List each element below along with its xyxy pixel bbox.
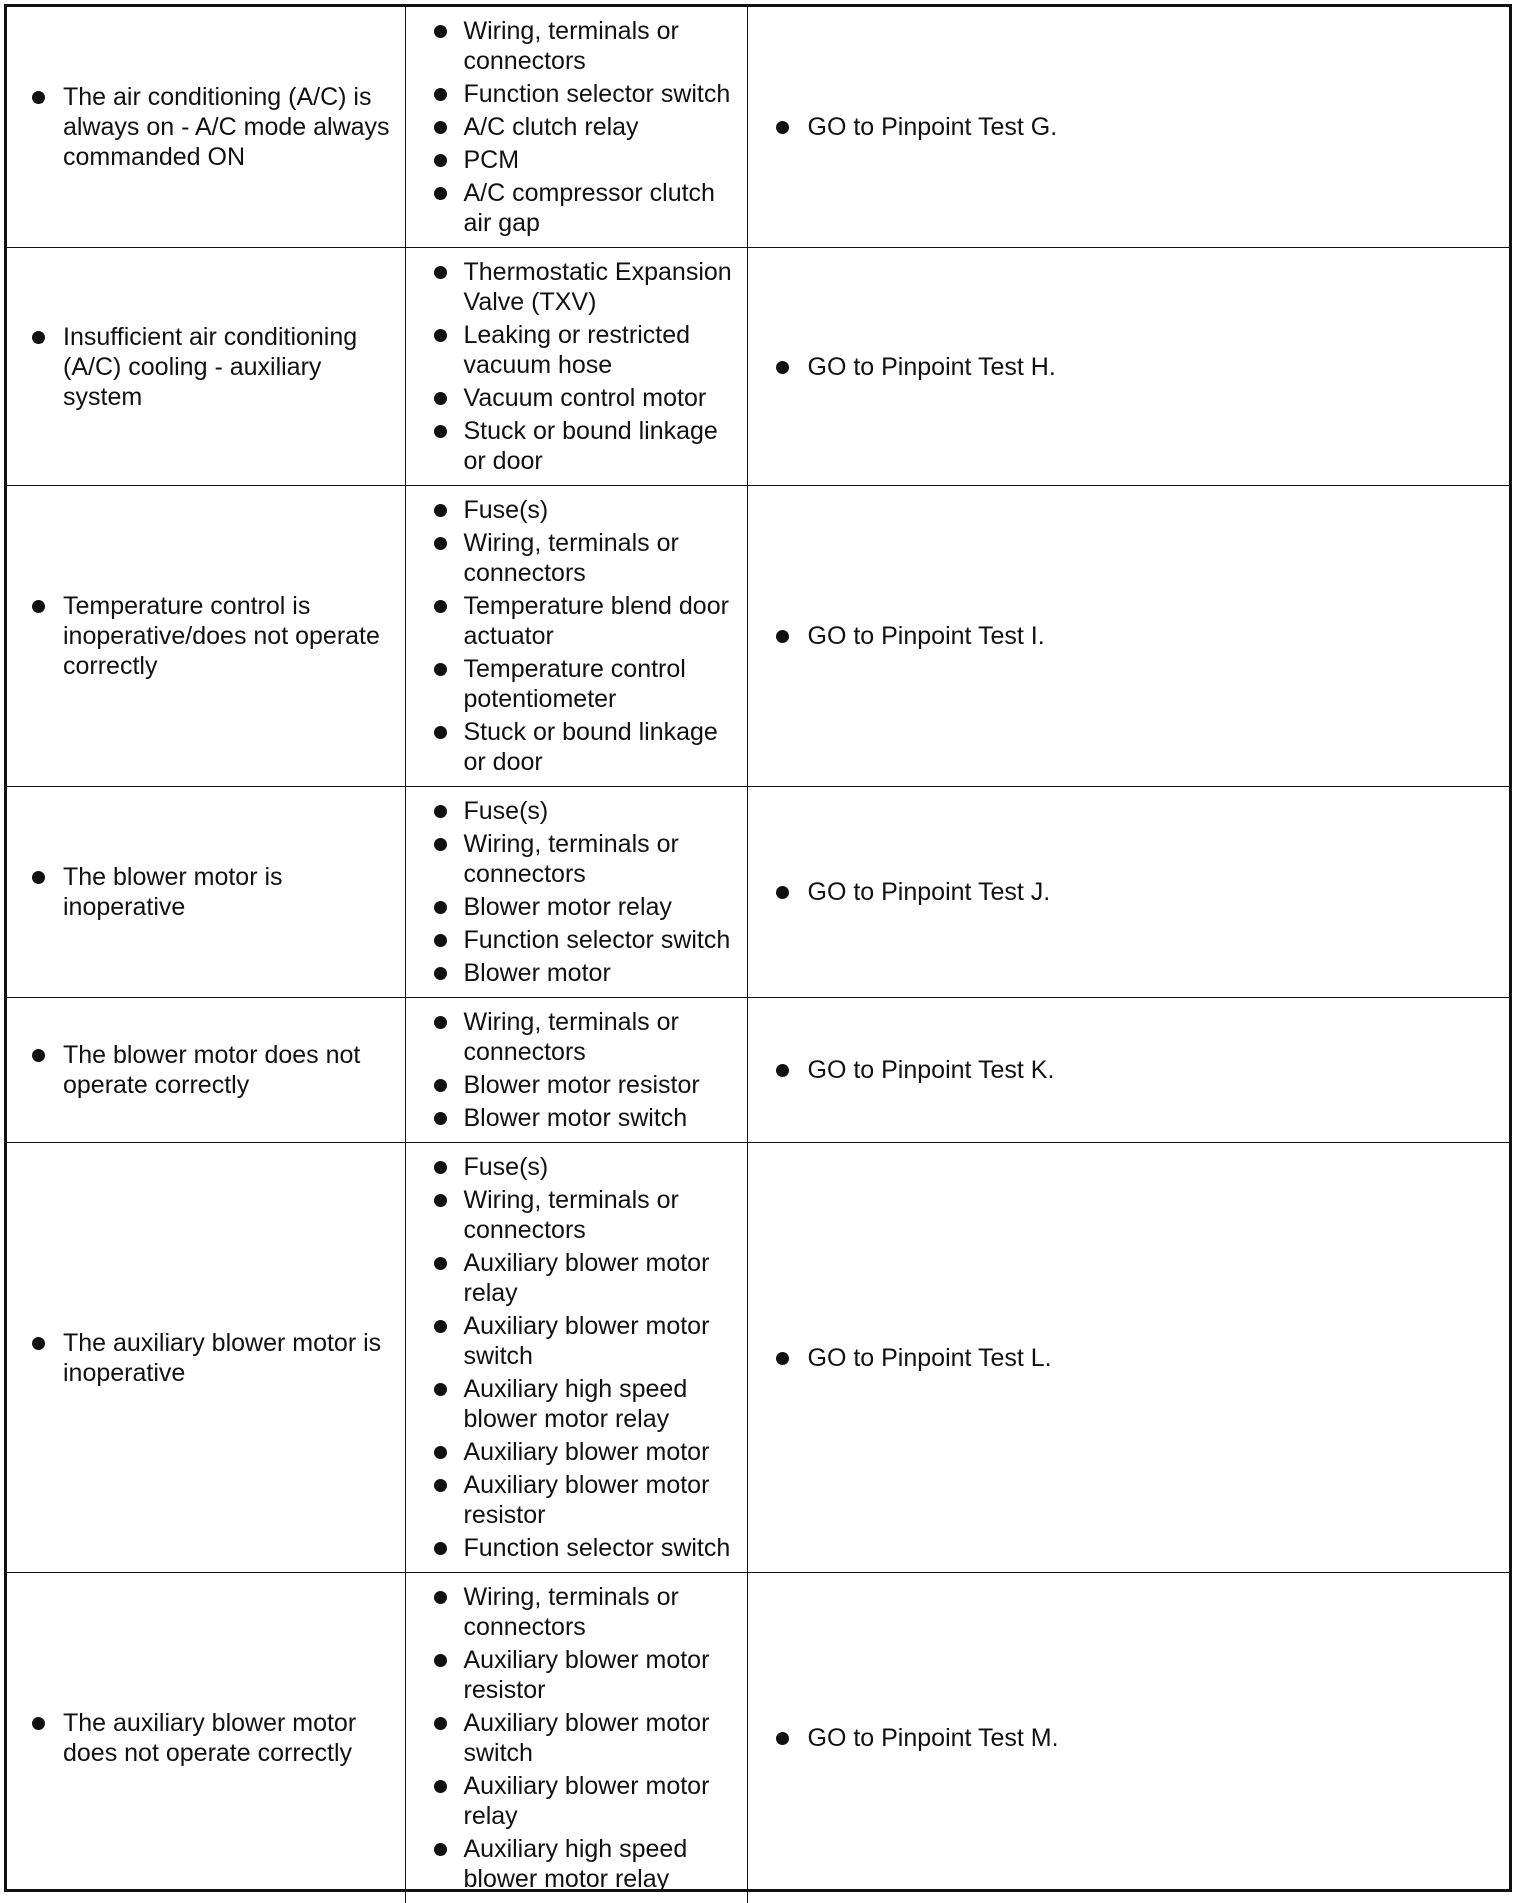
condition-text: Temperature control is inoperative/does not operate correctly [63, 591, 399, 681]
source-item: Wiring, terminals or connectors [464, 1007, 741, 1067]
action-text: GO to Pinpoint Test H. [808, 352, 1504, 382]
condition-cell [7, 1143, 405, 1573]
source-item: Blower motor resistor [464, 1070, 741, 1100]
action-cell [747, 998, 1509, 1143]
table-row [7, 1573, 1509, 1903]
action-text: GO to Pinpoint Test I. [808, 621, 1504, 651]
source-item: Blower motor relay [464, 892, 741, 922]
source-item: Function selector switch [464, 925, 741, 955]
action-text: GO to Pinpoint Test L. [808, 1343, 1504, 1373]
source-item: Fuse(s) [464, 1152, 741, 1182]
source-item: Wiring, terminals or connectors [464, 1185, 741, 1245]
source-item: Vacuum control motor [464, 383, 741, 413]
source-item: PCM [464, 145, 741, 175]
condition-text: Insufficient air conditioning (A/C) cooling - auxiliary system [63, 322, 399, 412]
condition-cell [7, 7, 405, 248]
source-item: Blower motor switch [464, 1103, 741, 1133]
condition-cell [7, 998, 405, 1143]
possible-source-cell [405, 998, 747, 1143]
symptom-chart-table [7, 7, 1509, 1903]
table-row [7, 248, 1509, 486]
condition-text: The air conditioning (A/C) is always on - A/C mode always commanded ON [63, 82, 399, 172]
condition-text: The auxiliary blower motor does not operate correctly [63, 1708, 399, 1768]
possible-source-cell [405, 1143, 747, 1573]
table-row [7, 787, 1509, 998]
source-item: Function selector switch [464, 79, 741, 109]
condition-cell [7, 248, 405, 486]
action-text: GO to Pinpoint Test M. [808, 1723, 1504, 1753]
source-item: Auxiliary blower motor resistor [464, 1470, 741, 1530]
source-item: A/C compressor clutch air gap [464, 178, 741, 238]
source-item: Thermostatic Expansion Valve (TXV) [464, 257, 741, 317]
possible-source-cell [405, 787, 747, 998]
source-item: Stuck or bound linkage or door [464, 717, 741, 777]
source-item: Blower motor [464, 958, 741, 988]
source-item: Fuse(s) [464, 796, 741, 826]
possible-source-cell [405, 7, 747, 248]
source-item: Function selector switch [464, 1533, 741, 1563]
action-text: GO to Pinpoint Test G. [808, 112, 1504, 142]
source-item: Auxiliary blower motor relay [464, 1771, 741, 1831]
source-item: Auxiliary blower motor resistor [464, 1645, 741, 1705]
source-item: A/C clutch relay [464, 112, 741, 142]
source-item: Temperature control potentiometer [464, 654, 741, 714]
source-item: Wiring, terminals or connectors [464, 1582, 741, 1642]
source-item: Leaking or restricted vacuum hose [464, 320, 741, 380]
source-item: Auxiliary blower motor switch [464, 1311, 741, 1371]
source-item: Auxiliary blower motor switch [464, 1708, 741, 1768]
source-item: Auxiliary blower motor relay [464, 1248, 741, 1308]
condition-cell [7, 486, 405, 787]
table-row [7, 486, 1509, 787]
source-item: Temperature blend door actuator [464, 591, 741, 651]
source-item: Auxiliary high speed blower motor relay [464, 1834, 741, 1894]
source-item: Auxiliary blower motor [464, 1437, 741, 1467]
action-cell [747, 1143, 1509, 1573]
source-item: Wiring, terminals or connectors [464, 528, 741, 588]
action-cell [747, 248, 1509, 486]
possible-source-cell [405, 248, 747, 486]
action-cell [747, 486, 1509, 787]
source-item: Auxiliary high speed blower motor relay [464, 1374, 741, 1434]
symptom-chart-sheet [4, 4, 1512, 1892]
possible-source-cell [405, 486, 747, 787]
condition-cell [7, 1573, 405, 1903]
source-item: Fuse(s) [464, 495, 741, 525]
source-item: Wiring, terminals or connectors [464, 16, 741, 76]
action-cell [747, 7, 1509, 248]
action-cell [747, 787, 1509, 998]
condition-cell [7, 787, 405, 998]
table-row [7, 1143, 1509, 1573]
condition-text: The auxiliary blower motor is inoperative [63, 1328, 399, 1388]
table-row [7, 998, 1509, 1143]
source-item: Wiring, terminals or connectors [464, 829, 741, 889]
possible-source-cell [405, 1573, 747, 1903]
action-text: GO to Pinpoint Test K. [808, 1055, 1504, 1085]
condition-text: The blower motor does not operate correctly [63, 1040, 399, 1100]
source-item: Stuck or bound linkage or door [464, 416, 741, 476]
action-cell [747, 1573, 1509, 1903]
table-row [7, 7, 1509, 248]
condition-text: The blower motor is inoperative [63, 862, 399, 922]
action-text: GO to Pinpoint Test J. [808, 877, 1504, 907]
